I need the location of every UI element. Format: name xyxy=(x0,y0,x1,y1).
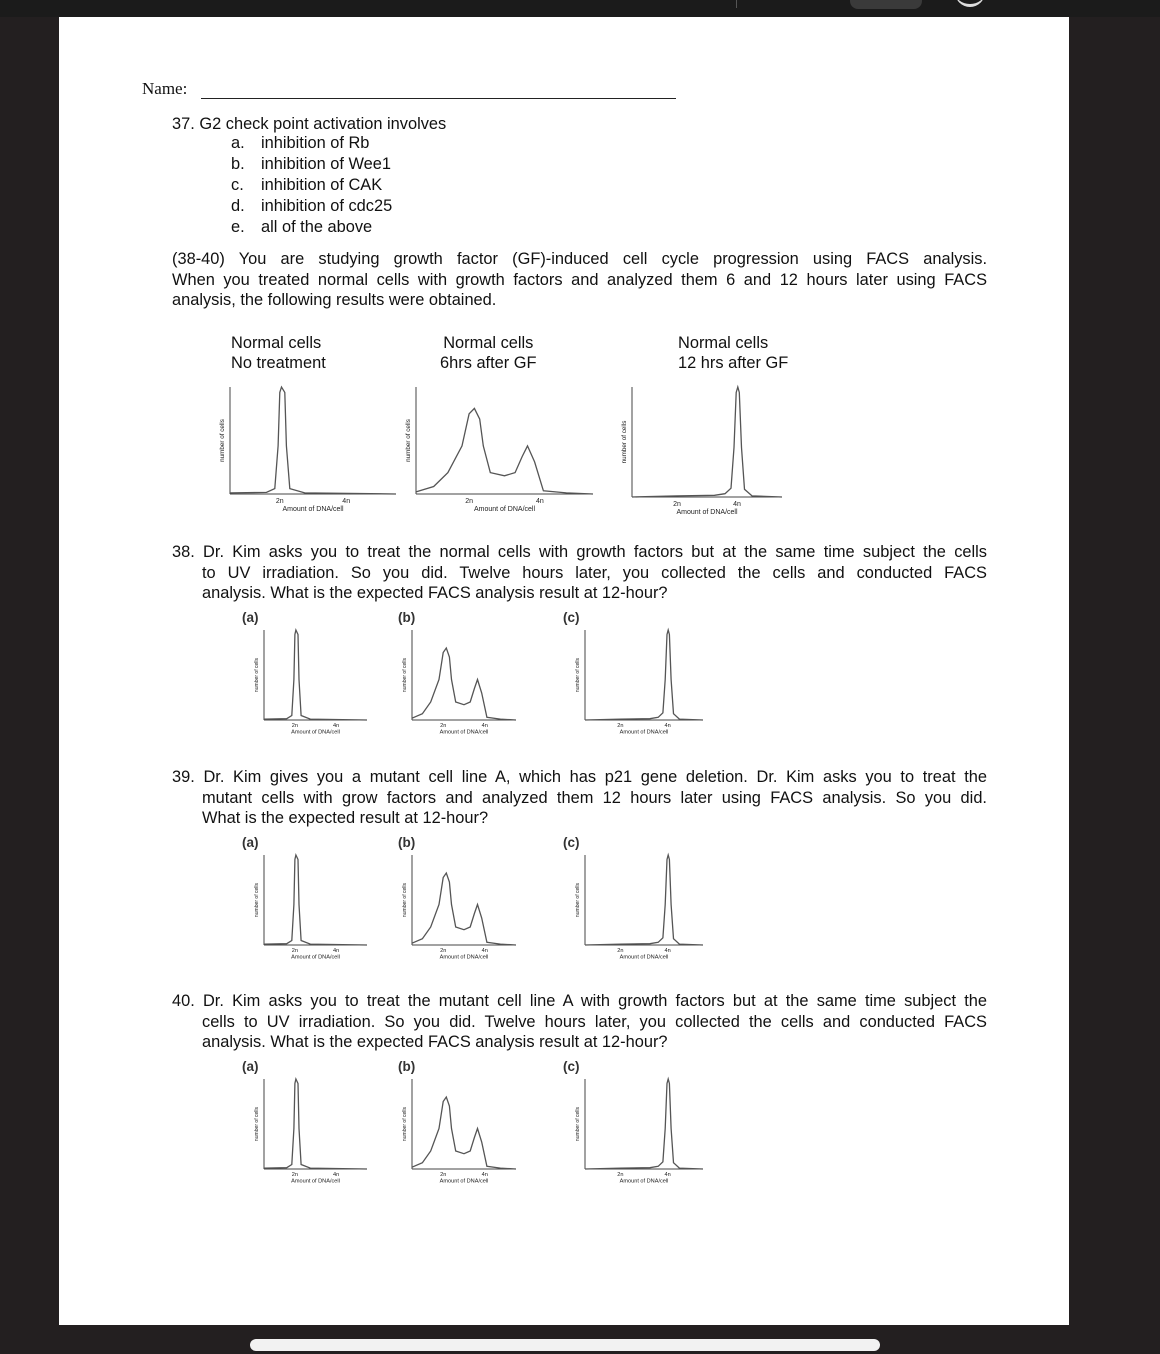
question-39 xyxy=(172,767,987,829)
q39-charts-b-y-label: number of cells xyxy=(402,882,408,918)
question-40-line-1: 40. Dr. Kim asks you to treat the mutant cell line A with growth factors but at the same time subject the xyxy=(172,992,987,1010)
q38-choice-c-label: (c) xyxy=(563,610,580,625)
q38-charts-b-histogram-curve xyxy=(412,648,516,720)
document-page xyxy=(59,17,1069,1325)
q38-charts-b-tick-4n: 4n xyxy=(481,723,488,730)
q37-option-b: b. inhibition of Wee1 xyxy=(231,155,391,173)
q39-charts-a-x-label: Amount of DNA/cell xyxy=(291,954,340,961)
q38-charts-a-histogram-curve xyxy=(264,630,367,720)
q39-choice-b-label: (b) xyxy=(398,835,416,850)
q39-charts-a-tick-2n: 2n xyxy=(291,948,299,955)
q38-charts-b-y-label: number of cells xyxy=(402,657,408,693)
q39-charts-c-y-label: number of cells xyxy=(575,882,581,918)
q39-charts-b-x-label: Amount of DNA/cell xyxy=(439,954,489,961)
question-39-line-2: mutant cells with grow factors and analyzed them 12 hours later using FACS analysis. So you did. xyxy=(202,788,987,807)
q38-charts-c-x-label: Amount of DNA/cell xyxy=(619,729,669,736)
q38-choice-b-label: (b) xyxy=(398,610,416,625)
q39-charts-b-tick-4n: 4n xyxy=(481,948,488,955)
q39-charts-a-y-label: number of cells xyxy=(254,882,260,918)
q39-choice-a-label: (a) xyxy=(242,835,259,850)
q38-charts-b-chart xyxy=(392,630,526,760)
panel-title-no-treatment: Normal cells No treatment xyxy=(231,334,326,372)
ref-12hrs-tick-2n: 2n xyxy=(673,501,681,508)
ref-12hrs-y-label: number of cells xyxy=(621,420,628,464)
q40-charts-a-tick-2n: 2n xyxy=(291,1172,299,1179)
q39-charts-c-chart xyxy=(565,855,713,985)
top-bar xyxy=(0,0,1160,17)
intro-line-3: analysis, the following results were obtained. xyxy=(172,291,497,309)
question-38 xyxy=(172,542,987,604)
q37-option-e: e. all of the above xyxy=(231,218,373,236)
q37-option-d: d. inhibition of cdc25 xyxy=(231,197,393,215)
q38-charts-c-chart xyxy=(565,630,713,760)
intro-line-2: When you treated normal cells with growth factors and analyzed them 6 and 12 hours later using FACS xyxy=(172,270,987,289)
q40-charts-b-x-label: Amount of DNA/cell xyxy=(439,1178,489,1185)
ref-no-treatment-tick-2n: 2n xyxy=(275,498,284,505)
q40-charts-b-tick-4n: 4n xyxy=(481,1172,488,1179)
q40-choice-a-label: (a) xyxy=(242,1059,259,1074)
q40-charts-a-y-label: number of cells xyxy=(254,1106,260,1142)
q38-charts-a-tick-4n: 4n xyxy=(332,723,340,730)
ref-6hrs-tick-4n: 4n xyxy=(536,498,544,505)
q40-charts-c-y-label: number of cells xyxy=(575,1106,581,1142)
name-label: Name: xyxy=(142,79,188,98)
question-39-line-3: What is the expected result at 12-hour? xyxy=(202,809,489,827)
q40-charts-c-chart xyxy=(565,1079,713,1209)
q37-option-a: a. inhibition of Rb xyxy=(231,134,370,152)
q40-charts-a-x-label: Amount of DNA/cell xyxy=(291,1178,340,1185)
ref-12hrs-chart xyxy=(612,387,792,537)
q40-charts-b-y-label: number of cells xyxy=(402,1106,408,1142)
q38-charts-c-y-label: number of cells xyxy=(575,657,581,693)
q40-charts-b-histogram-curve xyxy=(412,1097,516,1169)
ref-no-treatment-histogram-curve xyxy=(230,387,396,494)
q40-charts-c-tick-2n: 2n xyxy=(617,1172,624,1179)
q37-option-c: c. inhibition of CAK xyxy=(231,176,383,194)
question-38-line-1: 38. Dr. Kim asks you to treat the normal cells with growth factors but at the same time subject the cells xyxy=(172,543,987,561)
toolbar-button[interactable] xyxy=(850,0,922,9)
ref-6hrs-chart xyxy=(396,387,603,534)
q39-charts-a-tick-4n: 4n xyxy=(332,948,340,955)
q38-charts-a-y-label: number of cells xyxy=(254,657,260,693)
toolbar-divider xyxy=(736,0,737,8)
ref-no-treatment-tick-4n: 4n xyxy=(342,498,351,505)
q39-charts-a-chart xyxy=(244,855,377,985)
intro-paragraph xyxy=(172,249,987,311)
ref-no-treatment-y-label: number of cells xyxy=(219,419,226,462)
q38-charts-c-tick-2n: 2n xyxy=(617,723,624,730)
intro-line-1: (38-40) You are studying growth factor (GF)-induced cell cycle progression using FACS analysis. xyxy=(172,250,987,268)
question-40-line-3: analysis. What is the expected FACS analysis result at 12-hour? xyxy=(202,1033,668,1051)
q40-charts-c-tick-4n: 4n xyxy=(664,1172,671,1179)
loading-indicator-icon xyxy=(955,0,985,7)
q38-charts-b-tick-2n: 2n xyxy=(440,723,447,730)
question-38-line-2: to UV irradiation. So you did. Twelve hours later, you collected the cells and conducted FACS xyxy=(202,563,987,582)
q40-charts-a-tick-4n: 4n xyxy=(332,1172,340,1179)
q40-charts-c-x-label: Amount of DNA/cell xyxy=(619,1178,669,1185)
question-37-text: 37. G2 check point activation involves xyxy=(172,115,447,133)
q38-choice-a-label: (a) xyxy=(242,610,259,625)
q38-charts-a-tick-2n: 2n xyxy=(291,723,299,730)
q39-charts-c-x-label: Amount of DNA/cell xyxy=(619,954,669,961)
ref-no-treatment-x-label: Amount of DNA/cell xyxy=(282,506,344,513)
q39-charts-b-chart xyxy=(392,855,526,985)
q39-charts-c-tick-4n: 4n xyxy=(664,948,671,955)
ref-12hrs-histogram-curve xyxy=(632,387,782,497)
q39-charts-c-histogram-curve xyxy=(585,855,703,945)
panel-title-12hrs: Normal cells 12 hrs after GF xyxy=(678,334,789,372)
ref-12hrs-tick-4n: 4n xyxy=(733,501,741,508)
ref-6hrs-histogram-curve xyxy=(416,408,593,494)
q38-charts-b-x-label: Amount of DNA/cell xyxy=(439,729,489,736)
q40-choice-c-label: (c) xyxy=(563,1059,580,1074)
question-40 xyxy=(172,991,987,1053)
q39-charts-b-tick-2n: 2n xyxy=(440,948,447,955)
question-39-line-1: 39. Dr. Kim gives you a mutant cell line A, which has p21 gene deletion. Dr. Kim asks you to treat the xyxy=(172,768,987,786)
question-38-line-3: analysis. What is the expected FACS analysis result at 12-hour? xyxy=(202,584,668,602)
ref-6hrs-x-label: Amount of DNA/cell xyxy=(473,506,536,513)
q38-charts-a-x-label: Amount of DNA/cell xyxy=(291,729,340,736)
q40-charts-b-chart xyxy=(392,1079,526,1209)
name-blank-line xyxy=(201,98,676,99)
question-40-line-2: cells to UV irradiation. So you did. Twelve hours later, you collected the cells and conducted FACS xyxy=(202,1012,987,1031)
q39-charts-b-histogram-curve xyxy=(412,873,516,945)
q38-charts-c-tick-4n: 4n xyxy=(664,723,671,730)
q38-charts-a-chart xyxy=(244,630,377,760)
question-37 xyxy=(172,114,446,135)
ref-6hrs-y-label: number of cells xyxy=(405,419,412,462)
ref-no-treatment-chart xyxy=(210,387,406,534)
q39-choice-c-label: (c) xyxy=(563,835,580,850)
panel-title-6hrs: Normal cells 6hrs after GF xyxy=(440,334,537,372)
ref-12hrs-x-label: Amount of DNA/cell xyxy=(676,509,738,516)
q40-charts-a-chart xyxy=(244,1079,377,1209)
horizontal-scrollbar[interactable] xyxy=(250,1339,880,1351)
q40-charts-c-histogram-curve xyxy=(585,1079,703,1169)
q39-charts-c-tick-2n: 2n xyxy=(617,948,624,955)
q39-charts-a-histogram-curve xyxy=(264,855,367,945)
ref-6hrs-tick-2n: 2n xyxy=(465,498,473,505)
q40-choice-b-label: (b) xyxy=(398,1059,416,1074)
q40-charts-b-tick-2n: 2n xyxy=(440,1172,447,1179)
q40-charts-a-histogram-curve xyxy=(264,1079,367,1169)
q38-charts-c-histogram-curve xyxy=(585,630,703,720)
